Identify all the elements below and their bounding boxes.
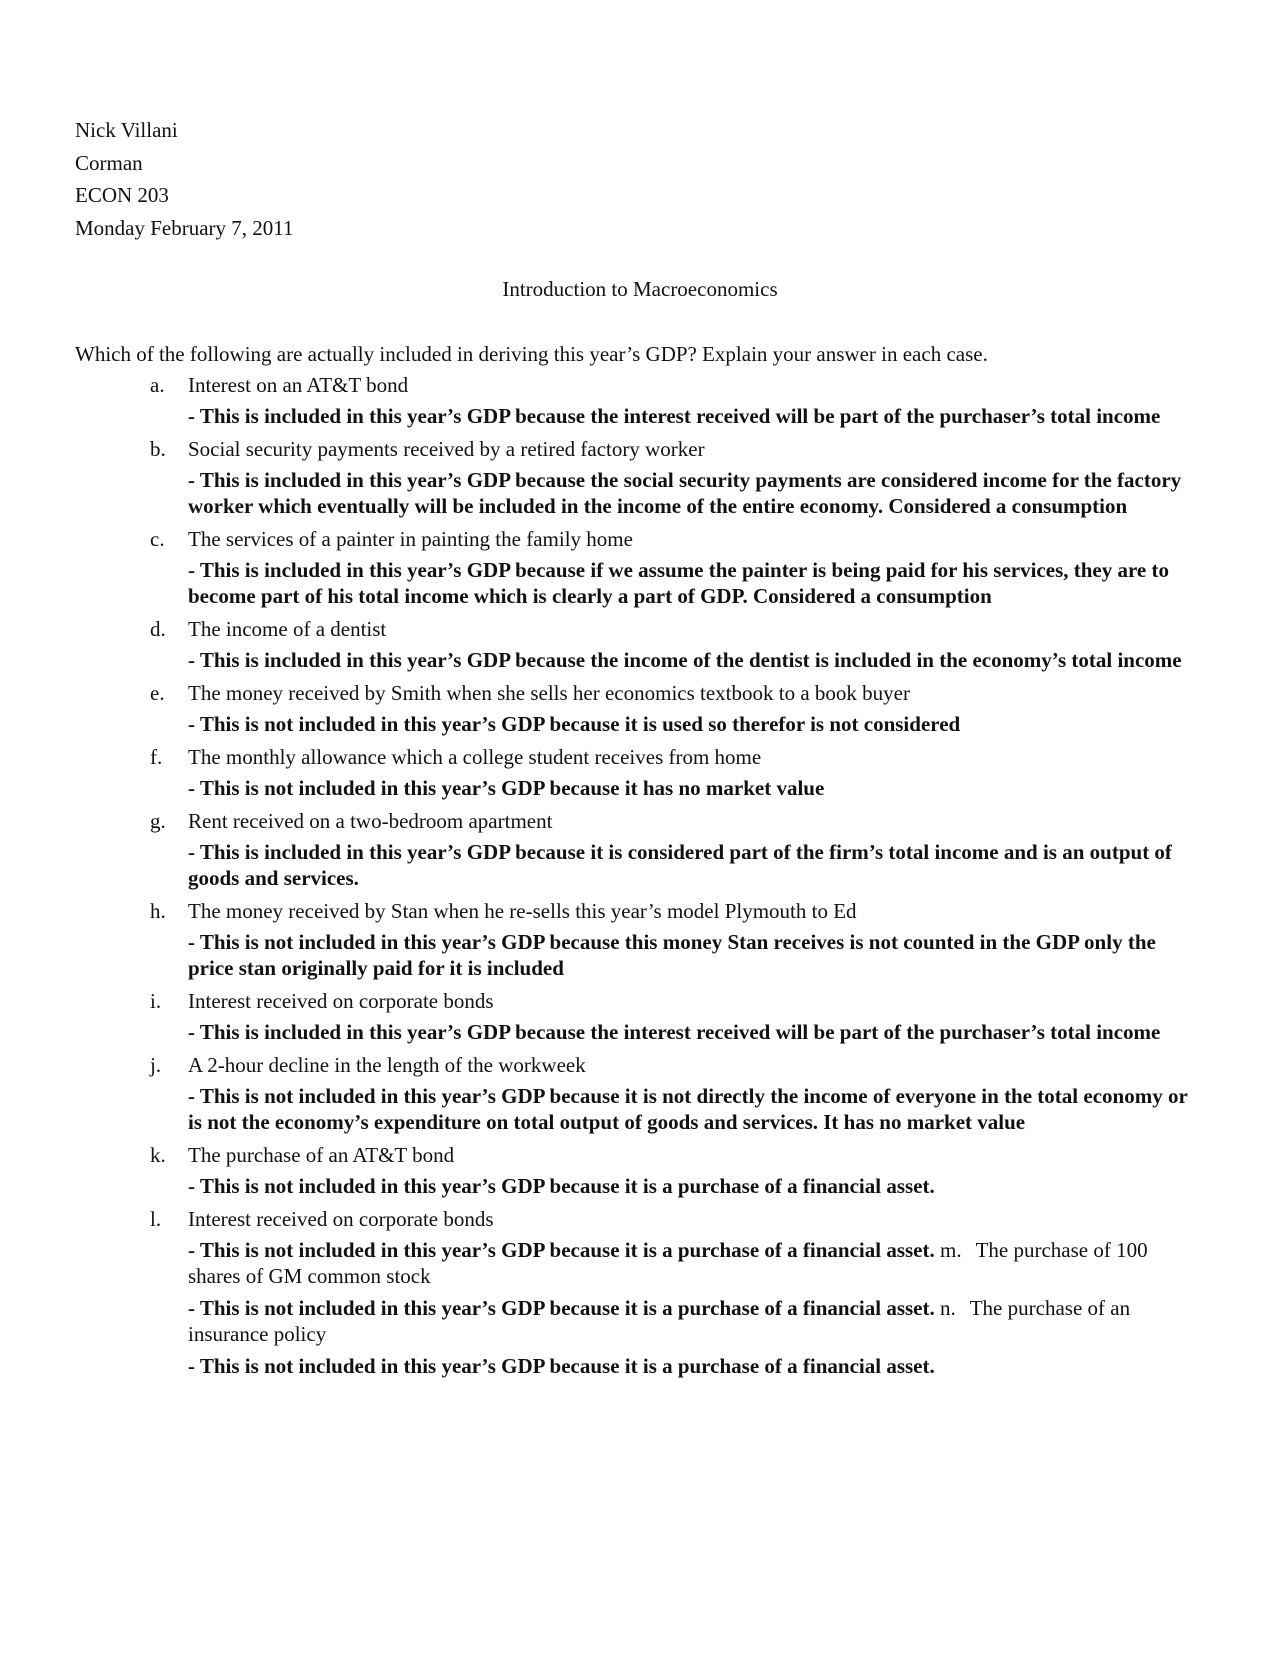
item-answer: - This is not included in this year’s GDP because it is not directly the income of everyone in the total economy or is not the economy’s expenditure on total output of goods and services. It has no market value	[188, 1084, 1188, 1134]
item-text: The purchase of an AT&T bond	[188, 1143, 455, 1167]
header-block	[75, 114, 294, 244]
list-item	[0, 897, 1280, 987]
item-answer: - This is included in this year’s GDP because the interest received will be part of the purchaser’s total income	[188, 1020, 1161, 1044]
item-answer	[0, 1237, 1203, 1295]
item-text: The monthly allowance which a college student receives from home	[188, 745, 762, 769]
item-marker: c.	[150, 527, 165, 551]
document-date: Monday February 7, 2011	[75, 215, 294, 240]
item-marker: k.	[150, 1143, 166, 1167]
item-answer: - This is not included in this year’s GDP because this money Stan receives is not counted in the GDP only the price stan originally paid for it is included	[188, 930, 1156, 980]
item-answer: - This is not included in this year’s GDP because it has no market value	[188, 776, 825, 800]
item-marker: l.	[150, 1207, 162, 1231]
item-text: Interest received on corporate bonds	[188, 1207, 494, 1231]
item-answer	[0, 1295, 1203, 1353]
item-marker: a.	[150, 373, 165, 397]
item-answer: - This is not included in this year’s GDP because it is a purchase of a financial asset.	[188, 1354, 935, 1378]
item-text: Interest received on corporate bonds	[188, 989, 494, 1013]
document-title: Introduction to Macroeconomics	[502, 277, 778, 301]
item-answer: - This is included in this year’s GDP because the interest received will be part of the purchaser’s total income	[188, 404, 1161, 428]
item-marker: f.	[150, 745, 163, 769]
list-item	[0, 679, 1280, 743]
list-item	[0, 1295, 1280, 1353]
list-item	[0, 807, 1280, 897]
list-item	[0, 1353, 1280, 1385]
item-answer: - This is not included in this year’s GDP because it is a purchase of a financial asset.	[188, 1174, 935, 1198]
list-item	[0, 987, 1280, 1051]
item-text: Social security payments received by a retired factory worker	[188, 437, 705, 461]
item-text: The money received by Smith when she sells her economics textbook to a book buyer	[188, 681, 910, 705]
list-item	[0, 1141, 1280, 1205]
question-prompt: Which of the following are actually included in deriving this year’s GDP? Explain your answer in each case.	[75, 342, 988, 366]
item-answer: - This is not included in this year’s GDP because it is used so therefor is not considered	[188, 712, 961, 736]
item-text: The money received by Stan when he re-sells this year’s model Plymouth to Ed	[188, 899, 857, 923]
instructor-name: Corman	[75, 150, 143, 175]
list-item	[0, 1205, 1280, 1295]
list-item	[0, 743, 1280, 807]
inline-item-text: The purchase of 100 shares of GM common stock	[188, 1238, 1148, 1288]
item-text: Rent received on a two-bedroom apartment	[188, 809, 553, 833]
item-answer: - This is included in this year’s GDP because the income of the dentist is included in the economy’s total income	[188, 648, 1182, 672]
answer-list	[0, 371, 1280, 1385]
list-item	[0, 1051, 1280, 1141]
item-marker: h.	[150, 899, 166, 923]
inline-marker: n.	[939, 1296, 956, 1320]
item-marker: j.	[150, 1053, 162, 1077]
inline-marker: m.	[939, 1238, 962, 1262]
item-answer: - This is included in this year’s GDP because it is considered part of the firm’s total income and is an output of goods and services.	[188, 840, 1172, 890]
list-item	[0, 615, 1280, 679]
author-name: Nick Villani	[75, 118, 178, 142]
item-text: The income of a dentist	[188, 617, 387, 641]
item-text: A 2-hour decline in the length of the workweek	[188, 1053, 586, 1077]
item-marker: e.	[150, 681, 165, 705]
course-code: ECON 203	[75, 183, 169, 207]
item-text: The services of a painter in painting the family home	[188, 527, 633, 551]
item-answer: - This is included in this year’s GDP because if we assume the painter is being paid for his services, they are to become part of his total income which is clearly a part of GDP. Considered a consumption	[188, 558, 1169, 608]
item-marker: d.	[150, 617, 166, 641]
item-marker: i.	[150, 989, 162, 1013]
answer-text: - This is not included in this year’s GDP because it is a purchase of a financial asset.	[188, 1296, 935, 1320]
list-item	[0, 525, 1280, 615]
list-item	[0, 371, 1280, 435]
list-item	[0, 435, 1280, 525]
answer-text: - This is not included in this year’s GDP because it is a purchase of a financial asset.	[188, 1238, 935, 1262]
inline-item-text: The purchase of an insurance policy	[188, 1296, 1131, 1346]
item-answer: - This is included in this year’s GDP because the social security payments are considered income for the factory worker which eventually will be included in the income of the entire economy. Considered a consumption	[188, 468, 1182, 518]
item-marker: g.	[150, 809, 166, 833]
item-marker: b.	[150, 437, 166, 461]
item-text: Interest on an AT&T bond	[188, 373, 409, 397]
